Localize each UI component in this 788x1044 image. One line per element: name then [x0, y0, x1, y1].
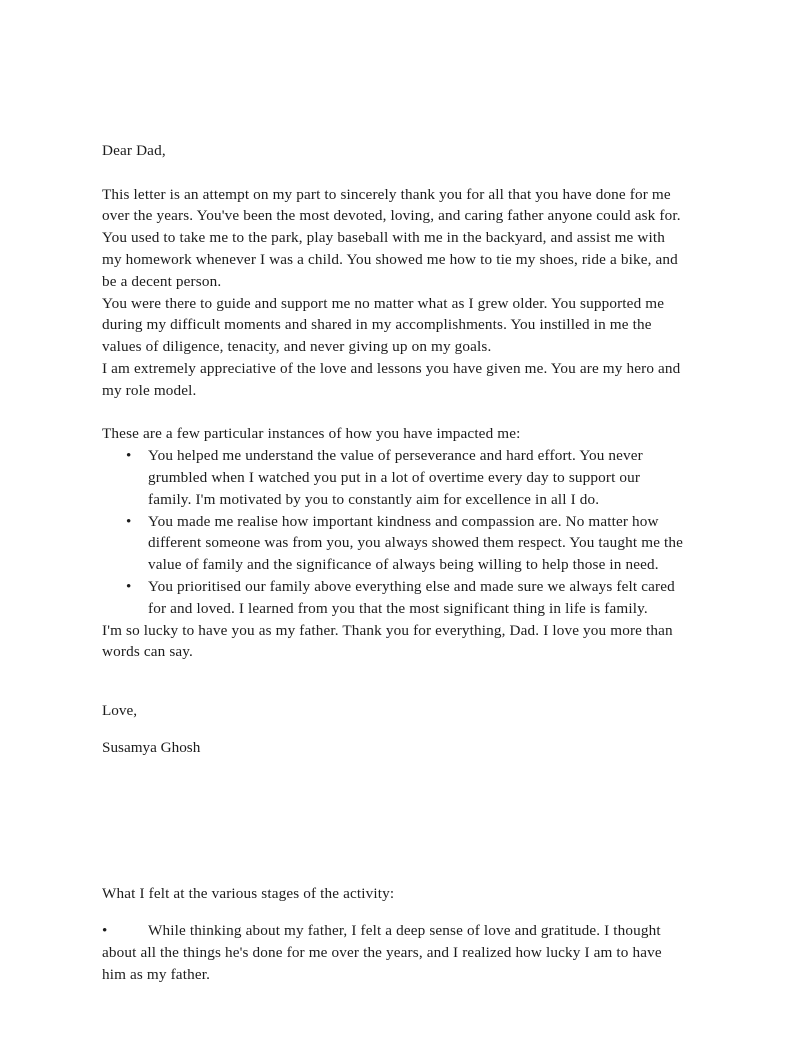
spacer: [102, 162, 686, 184]
section-spacer: [102, 774, 686, 883]
list-item-text: You made me realise how important kindness and compassion are. No matter how different someone was from you, you always showed them respect. You taught me the value of family and the significance of always being willing to help those in need.: [148, 512, 684, 574]
list-item: [102, 445, 686, 510]
list-item-text: You prioritised our family above everything else and made sure we always felt cared for and loved. I learned from you that the most significant thing in life is family.: [148, 577, 675, 617]
list-item: [102, 511, 686, 576]
body-paragraph-2: You were there to guide and support me no matter what as I grew older. You supported me during my difficult moments and shared in my accomplishments. You instilled in me the values of diligence, tenacity, and never giving up on my goals.: [102, 294, 665, 356]
bullet-point-icon: •: [102, 922, 108, 940]
closing-paragraph: I'm so lucky to have you as my father. Thank you for everything, Dad. I love you more than words can say.: [102, 621, 673, 661]
signoff: Love,: [102, 702, 138, 720]
reflection-bullet-item: [102, 920, 686, 985]
signature-name: Susamya Ghosh: [102, 739, 201, 757]
salutation: Dear Dad,: [102, 142, 166, 159]
bullet-point-icon: •: [126, 577, 132, 595]
bullet-point-icon: •: [126, 512, 132, 530]
list-item-text: You helped me understand the value of perseverance and hard effort. You never grumbled when I watched you put in a lot of overtime every day to support our family. I'm motivated by you to constantly aim for excellence in all I do.: [148, 447, 643, 508]
list-item: [102, 576, 686, 620]
bullet-point-icon: •: [126, 447, 132, 465]
letter-body: [102, 140, 686, 1001]
list-intro: These are a few particular instances of how you have impacted me:: [102, 425, 521, 443]
body-paragraph-3: I am extremely appreciative of the love and lessons you have given me. You are my hero and my role model.: [102, 359, 681, 399]
spacer: [102, 402, 686, 424]
reflection-heading: What I felt at the various stages of the activity:: [102, 885, 395, 903]
reflection-bullet-text: While thinking about my father, I felt a deep sense of love and gratitude. I thought about all the things he's done for me over the years, and I realized how lucky I am to have him as my father.: [102, 922, 662, 983]
body-paragraph-1: This letter is an attempt on my part to sincerely thank you for all that you have done for me over the years. You've been the most devoted, loving, and caring father anyone could ask for. You used to take me to the park, play baseball with me in the backyard, and assist me with my homework whenever I was a child. You showed me how to tie my shoes, ride a bike, and be a decent person.: [102, 185, 681, 290]
spacer: [102, 663, 686, 685]
impact-bullet-list: [102, 445, 686, 619]
